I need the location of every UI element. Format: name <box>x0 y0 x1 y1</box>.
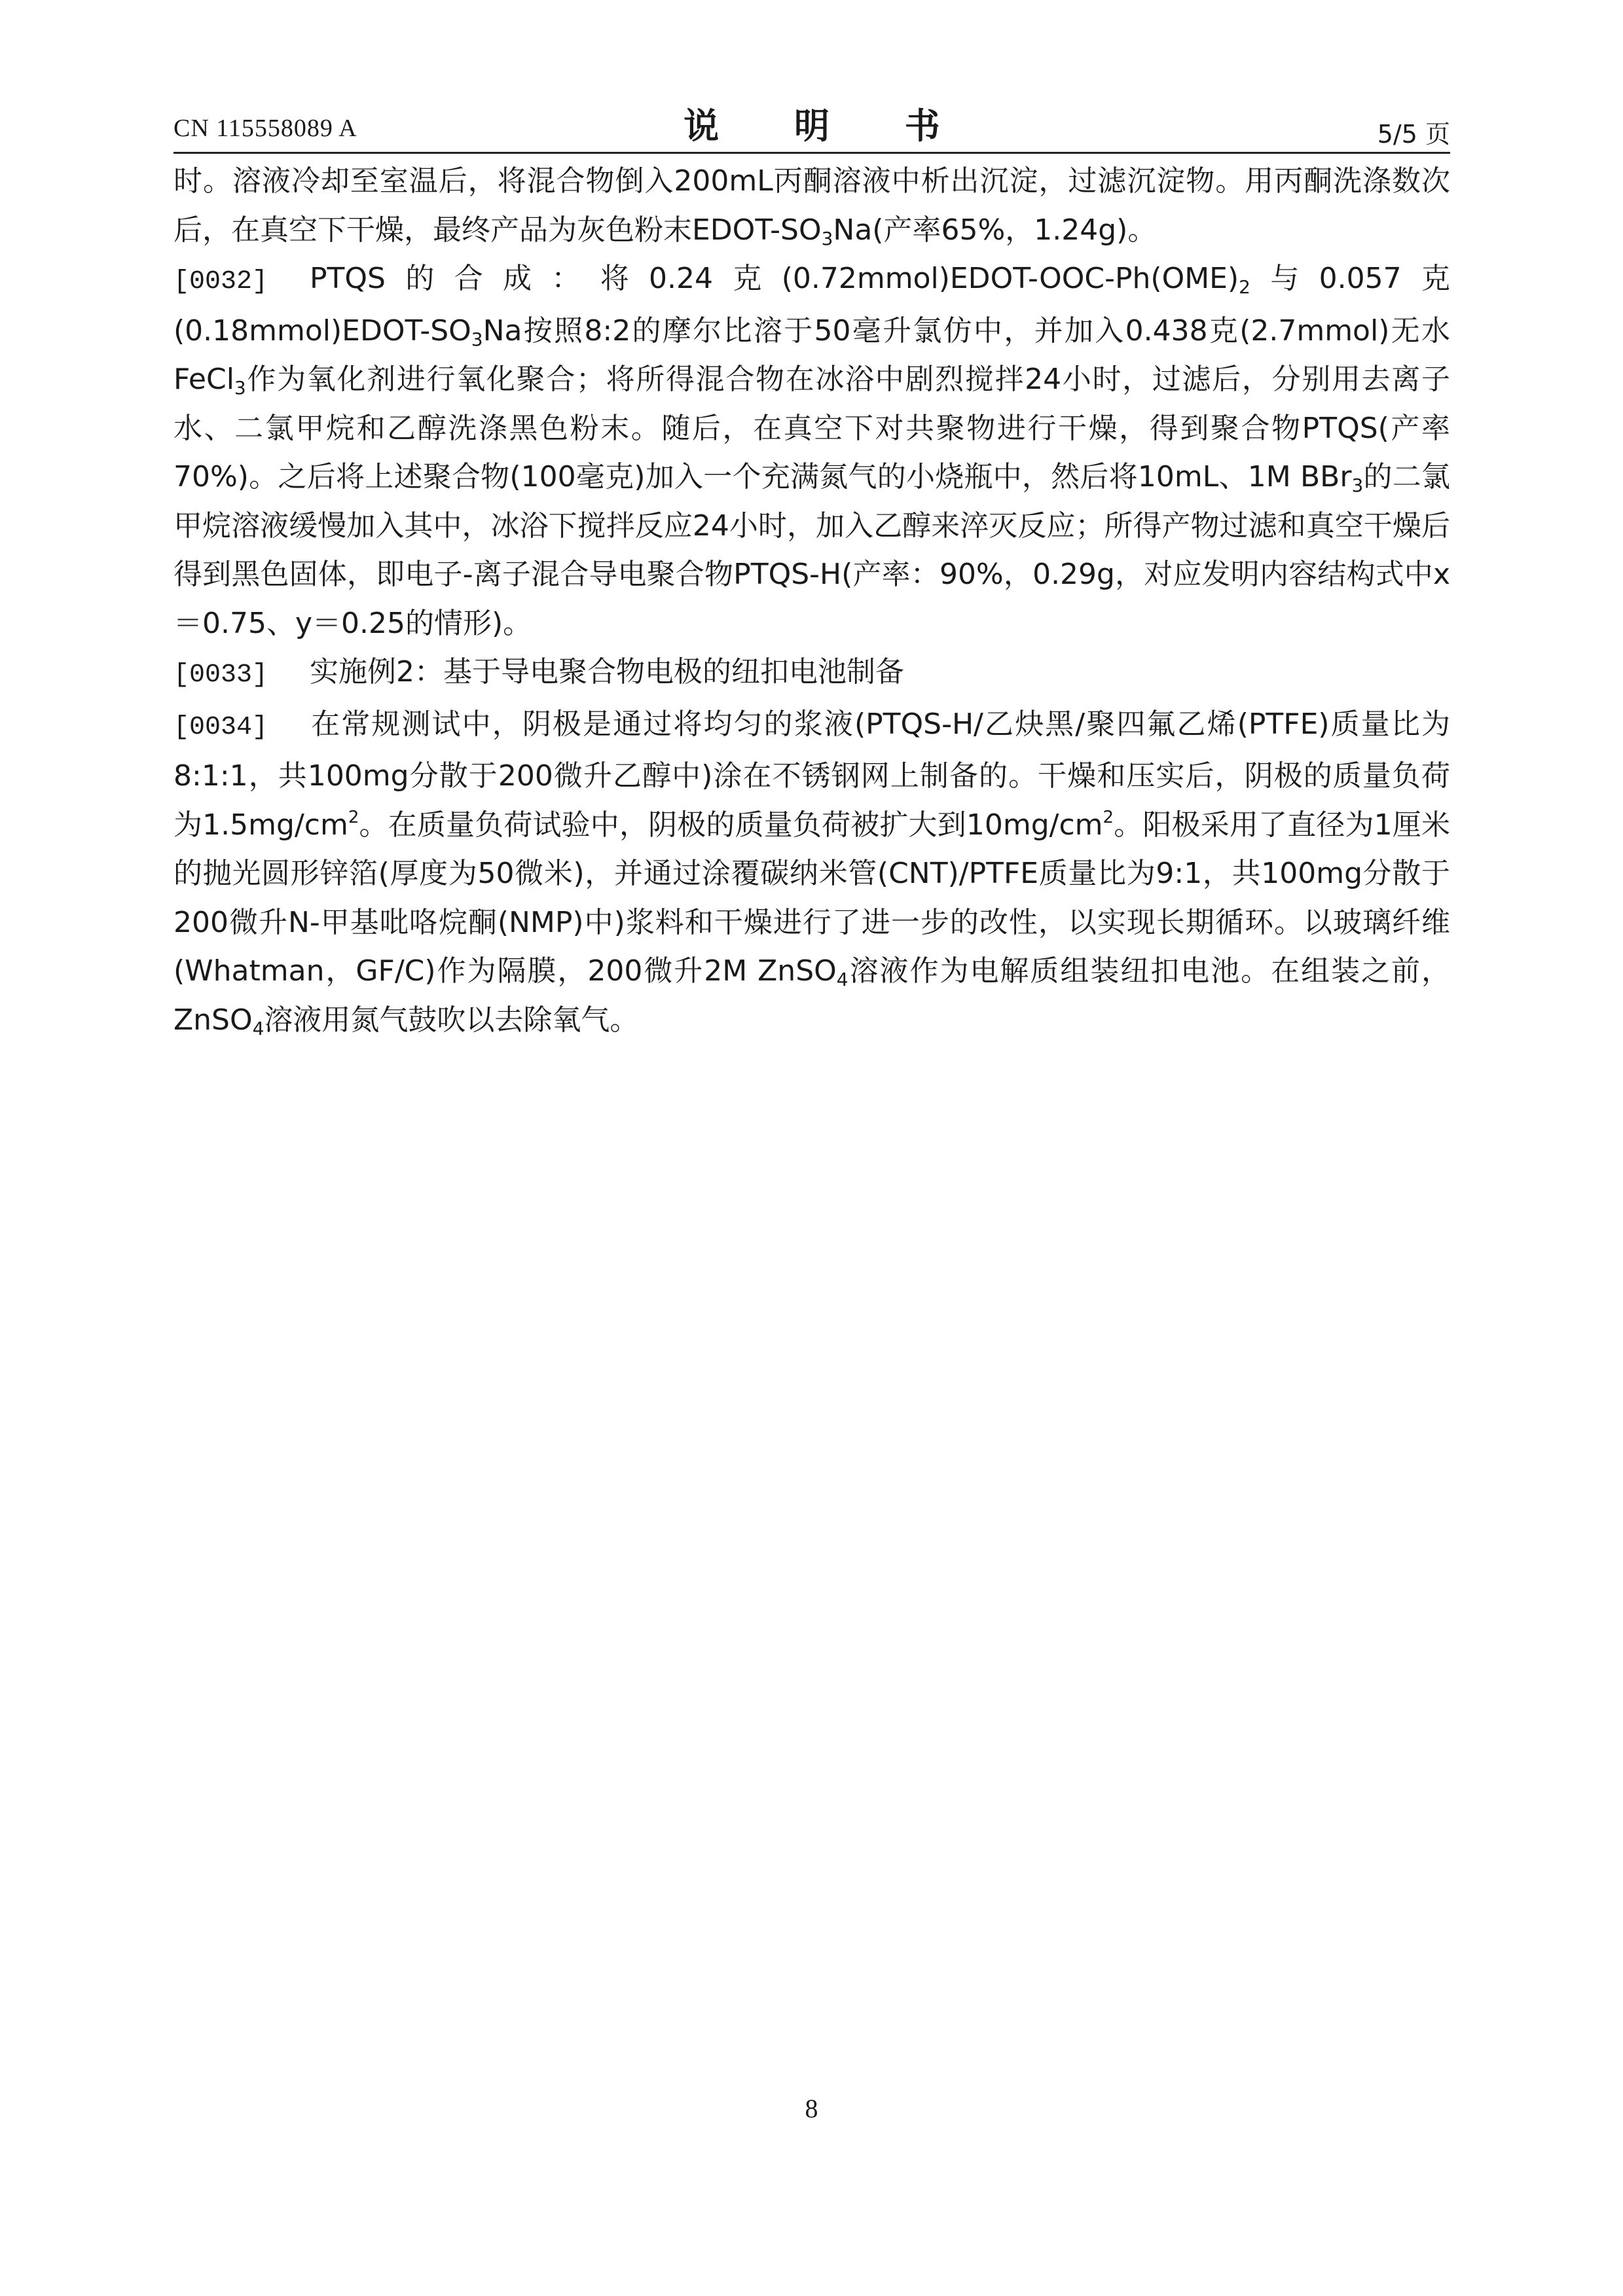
document-title: 说 明 书 <box>684 105 972 147</box>
paragraph-0032: [0032] PTQS的合成：将0.24克$(0.72mmol)EDOT-OOC-Ph(OME)_2$与0.057克$(0.18mmol)EDOT-SO_3Na$按照8:2的摩尔比溶于50毫升氯仿中，并加入0.438克(2.7mmol)无水FeCl$_3$作为氧化剂进行氧化聚合；将所得混合物在冰浴中剧烈搅拌24小时，过滤后，分别用去离子水、二氯甲烷和乙醇洗涤黑色粉末。随后，在真空下对共聚物进行干燥，得到聚合物PTQS(产率70%)。之后将上述聚合物(100毫克)加入一个充满氮气的小烧瓶中，然后将10mL、1M BBr$_3$的二氯甲烷溶液缓慢加入其中，冰浴下搅拌反应24小时，加入乙醇来淬灭反应；所得产物过滤和真空干燥后得到黑色固体，即电子-离子混合导电聚合物PTQS-H(产率：90%，0.29g，对应发明内容结构式中x＝0.75、y＝0.25的情形)。 <box>173 255 1450 648</box>
paragraph-number: [0032] <box>173 267 268 296</box>
section-heading: 实施例2：基于导电聚合物电极的纽扣电池制备 <box>310 655 904 689</box>
document-body <box>173 157 1450 1045</box>
header-rule <box>173 152 1450 154</box>
paragraph-number: [0034] <box>173 712 268 742</box>
paragraph-continued: 时。溶液冷却至室温后，将混合物倒入200mL丙酮溶液中析出沉淀，过滤沉淀物。用丙酮洗涤数次后，在真空下干燥，最终产品为灰色粉末EDOT-$SO_3Na$(产率65%，1.24g)。 <box>173 164 1450 249</box>
page-number: 8 <box>805 2094 818 2123</box>
publication-number: CN 115558089 A <box>173 115 357 142</box>
paragraph-0034: [0034] 在常规测试中，阴极是通过将均匀的浆液(PTQS-H/乙炔黑/聚四氟乙烯(PTFE)质量比为8:1:1，共100mg分散于200微升乙醇中)涂在不锈钢网上制备的。干燥和压实后，阴极的质量负荷为$1.5mg/cm^2$。在质量负荷试验中，阴极的质量负荷被扩大到$10mg/cm^2$。阳极采用了直径为1厘米的抛光圆形锌箔(厚度为50微米)，并通过涂覆碳纳米管(CNT)/PTFE质量比为9:1，共100mg分散于200微升N-甲基吡咯烷酮(NMP)中)浆料和干燥进行了进一步的改性，以实现长期循环。以玻璃纤维(Whatman，GF/C)作为隔膜，200微升2M ZnSO$_4$溶液作为电解质组装纽扣电池。在组装之前，ZnSO$_4$溶液用氮气鼓吹以去除氧气。 <box>173 700 1450 1045</box>
page-of-total: 5/5 页 <box>1377 120 1450 149</box>
paragraph-0033 <box>173 648 1450 700</box>
page-header <box>173 98 1450 151</box>
paragraph-number: [0033] <box>173 660 268 690</box>
